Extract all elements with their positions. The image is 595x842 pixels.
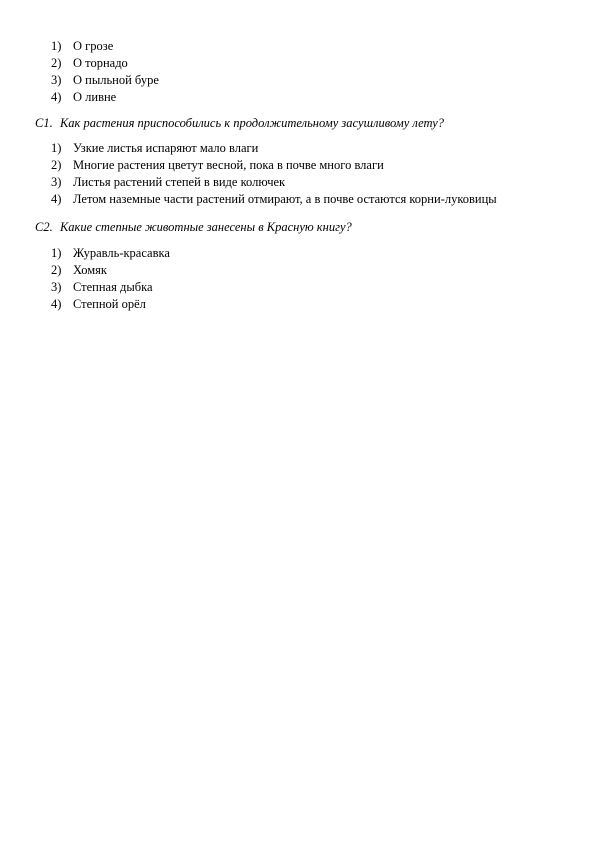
question-text: Какие степные животные занесены в Красную книгу? (60, 220, 352, 234)
question-text: Как растения приспособились к продолжительному засушливому лету? (60, 116, 445, 130)
option-item (0, 191, 595, 208)
previous-question-options (0, 38, 595, 106)
question-heading (0, 218, 595, 236)
option-text: Летом наземные части растений отмирают, а в почве остаются корни-луковицы (73, 192, 497, 206)
option-text: Степной орёл (73, 297, 146, 311)
option-number: 3) (51, 175, 62, 189)
option-number: 2) (51, 56, 62, 70)
option-item (0, 296, 595, 313)
option-item (0, 140, 595, 157)
option-item (0, 89, 595, 106)
option-item (0, 38, 595, 55)
option-number: 2) (51, 158, 62, 172)
option-number: 1) (51, 39, 62, 53)
option-item (0, 279, 595, 296)
option-text: О грозе (73, 39, 114, 53)
question-c2-options (0, 245, 595, 313)
option-text: Листья растений степей в виде колючек (73, 175, 286, 189)
option-number: 3) (51, 73, 62, 87)
option-item (0, 55, 595, 72)
option-text: Хомяк (73, 263, 107, 277)
option-number: 2) (51, 263, 62, 277)
option-text: О пыльной буре (73, 73, 159, 87)
option-text: О ливне (73, 90, 117, 104)
option-list (0, 140, 595, 208)
option-item (0, 174, 595, 191)
option-number: 4) (51, 90, 62, 104)
option-number: 3) (51, 280, 62, 294)
option-list (0, 38, 595, 106)
option-item (0, 157, 595, 174)
option-text: О торнадо (73, 56, 128, 70)
option-item (0, 245, 595, 262)
question-c1 (0, 114, 595, 132)
question-heading (0, 114, 595, 132)
option-text: Многие растения цветут весной, пока в почве много влаги (73, 158, 384, 172)
option-item (0, 262, 595, 279)
option-number: 1) (51, 141, 62, 155)
option-number: 4) (51, 192, 62, 206)
option-text: Степная дыбка (73, 280, 153, 294)
question-number: С2. (35, 220, 53, 234)
option-item (0, 72, 595, 89)
option-number: 4) (51, 297, 62, 311)
question-number: С1. (35, 116, 53, 130)
option-list (0, 245, 595, 313)
option-text: Узкие листья испаряют мало влаги (73, 141, 259, 155)
question-c1-options (0, 140, 595, 208)
question-c2 (0, 218, 595, 236)
option-text: Журавль-красавка (73, 246, 170, 260)
option-number: 1) (51, 246, 62, 260)
